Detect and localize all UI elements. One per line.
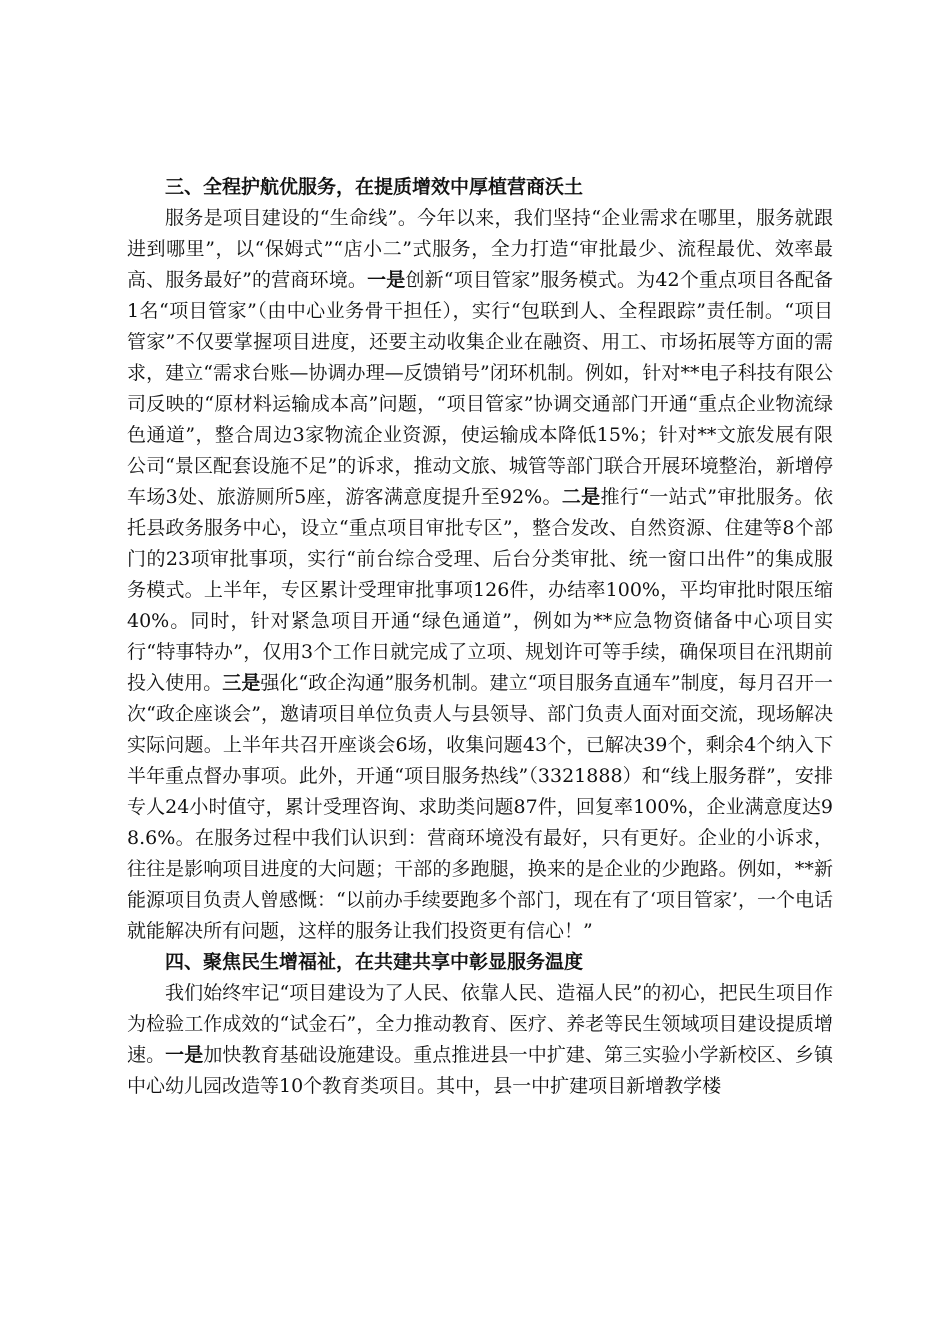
section-4-heading: 四、聚焦民生增福祉，在共建共享中彰显服务温度 xyxy=(165,951,584,973)
enumeration-marker: 一是 xyxy=(165,1044,204,1066)
paragraph-text: 加快教育基础设施建设。重点推进县一中扩建、第三实验小学新校区、乡镇中心幼儿园改造等10个教育类项目。其中，县一中扩建项目新增教学楼 xyxy=(127,1044,833,1097)
enumeration-marker: 二是 xyxy=(561,486,601,508)
paragraph-text: 我们始终牢记“项目建设为了人民、依靠人民、造福人民”的初心，把民生项目作为检验工作成效的“试金石”，全力推动教育、医疗、养老等民生领域项目建设提质增速。 xyxy=(127,982,833,1066)
enumeration-marker: 三是 xyxy=(222,672,261,694)
paragraph-text: 创新“项目管家”服务模式。为42个重点项目各配备1名“项目管家”（由中心业务骨干担任），实行“包联到人、全程跟踪”责任制。“项目管家”不仅要掌握项目进度，还要主动收集企业在融资、用工、市场拓展等方面的需求，建立“需求台账—协调办理—反馈销号”闭环机制。例如，针对**电子科技有限公司反映的“原材料运输成本高”问题，“项目管家”协调交通部门开通“重点企业物流绿色通道”，整合周边3家物流企业资源，使运输成本降低15%；针对**文旅发展有限公司“景区配套设施不足”的诉求，推动文旅、城管等部门联合开展环境整治，新增停车场3处、旅游厕所5座，游客满意度提升至92%。 xyxy=(127,269,834,508)
section-3-heading: 三、全程护航优服务，在提质增效中厚植营商沃土 xyxy=(165,176,584,198)
paragraph-text: 推行“一站式”审批服务。依托县政务服务中心，设立“重点项目审批专区”，整合发改、自然资源、住建等8个部门的23项审批事项，实行“前台综合受理、后台分类审批、统一窗口出件”的集成服务模式。上半年，专区累计受理审批事项126件，办结率100%，平均审批时限压缩40%。同时，针对紧急项目开通“绿色通道”，例如为**应急物资储备中心项目实行“特事特办”，仅用3个工作日就完成了立项、规划许可等手续，确保项目在汛期前投入使用。 xyxy=(127,486,833,694)
section-4-paragraph xyxy=(127,978,833,1102)
paragraph-text: 服务是项目建设的“生命线”。今年以来，我们坚持“企业需求在哪里，服务就跟进到哪里”，以“保姆式”“店小二”式服务，全力打造“审批最少、流程最优、效率最高、服务最好”的营商环境。 xyxy=(127,207,833,291)
paragraph-text: 强化“政企沟通”服务机制。建立“项目服务直通车”制度，每月召开一次“政企座谈会”，邀请项目单位负责人与县领导、部门负责人面对面交流，现场解决实际问题。上半年共召开座谈会6场，收集问题43个，已解决39个，剩余4个纳入下半年重点督办事项。此外，开通“项目服务热线”（3321888）和“线上服务群”，安排专人24小时值守，累计受理咨询、求助类问题87件，回复率100%，企业满意度达98.6%。在服务过程中我们认识到：营商环境没有最好，只有更好。企业的小诉求，往往是影响项目进度的大问题；干部的多跑腿，换来的是企业的少跑路。例如，**新能源项目负责人曾感慨：“以前办手续要跑多个部门，现在有了‘项目管家’，一个电话就能解决所有问题，这样的服务让我们投资更有信心！” xyxy=(127,672,833,942)
enumeration-marker: 一是 xyxy=(367,269,406,291)
section-3-paragraph xyxy=(127,203,833,947)
document-body xyxy=(127,172,833,1102)
